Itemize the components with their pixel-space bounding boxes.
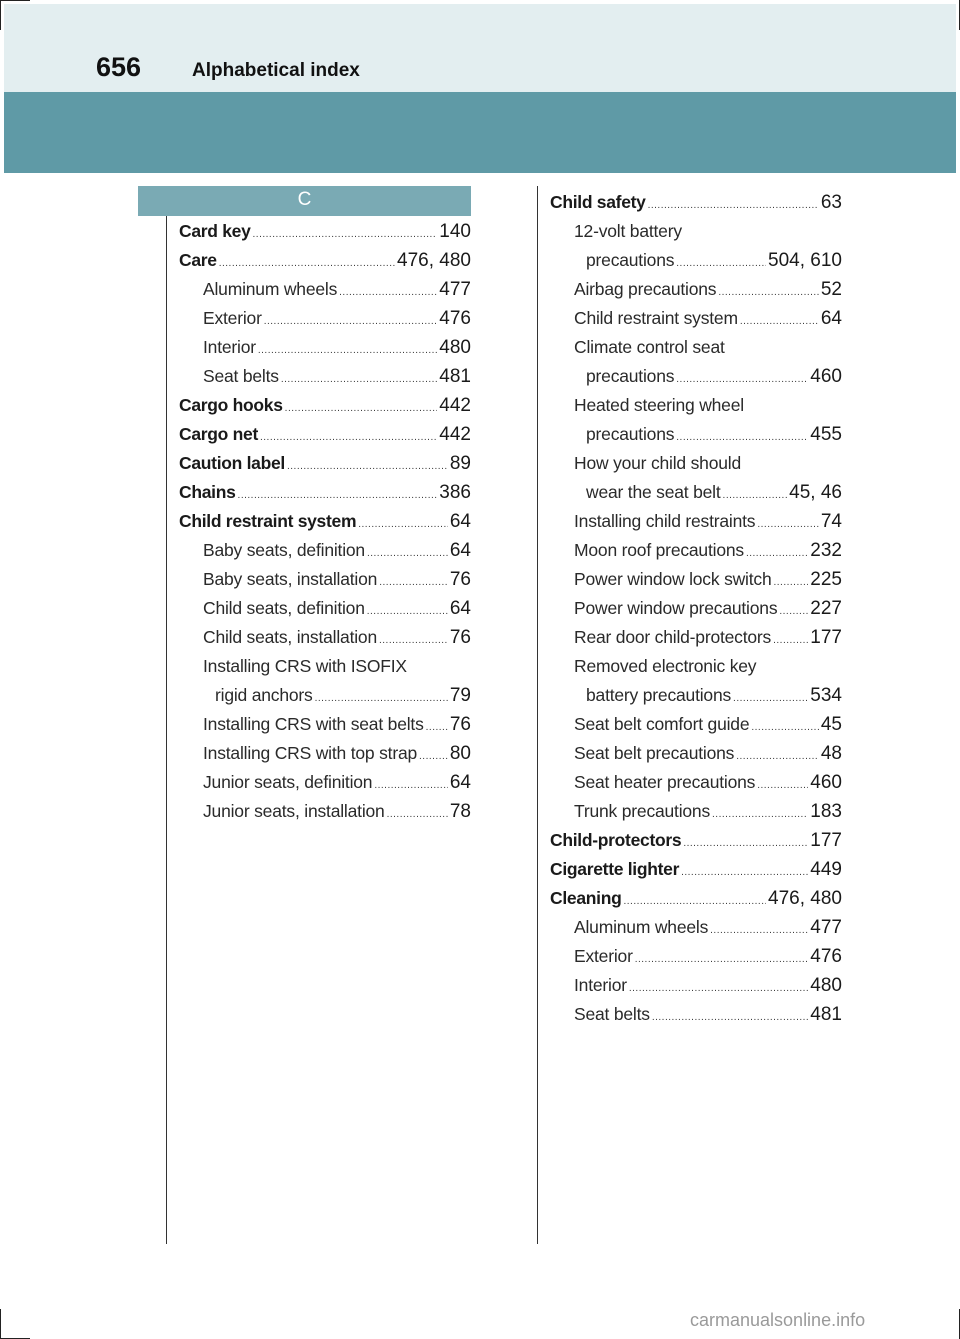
- entry-label: battery precautions: [586, 685, 732, 705]
- dot-leader: [774, 568, 809, 597]
- entry-label: Moon roof precautions: [574, 540, 744, 560]
- entry-page-number: 76: [449, 627, 471, 648]
- entry-page-number: 45: [820, 714, 842, 735]
- entry-label: Child seats, definition: [203, 598, 365, 618]
- index-column-left: [179, 217, 471, 826]
- entry-label: Installing CRS with seat belts: [203, 714, 424, 734]
- entry-label: Power window lock switch: [574, 569, 772, 589]
- crop-mark-bottom-left: [0, 1309, 1, 1339]
- index-subentry: [550, 449, 842, 478]
- index-entry: [179, 478, 471, 507]
- entry-page-number: 477: [810, 917, 842, 938]
- entry-page-number: 76: [449, 569, 471, 590]
- entry-label: Exterior: [203, 308, 262, 328]
- entry-page-number: 177: [810, 830, 842, 851]
- dot-leader: [740, 307, 819, 336]
- entry-page-number: 449: [810, 859, 842, 880]
- index-subentry: [550, 362, 842, 391]
- left-column-rule: [166, 216, 167, 1244]
- index-subentry: [550, 942, 842, 971]
- dot-leader: [757, 771, 808, 800]
- dot-leader: [710, 916, 808, 945]
- watermark: carmanualsonline.info: [690, 1310, 866, 1330]
- dot-leader: [757, 510, 819, 539]
- index-entry: [550, 855, 842, 884]
- index-subentry: [550, 333, 842, 362]
- entry-label: Card key: [179, 221, 251, 241]
- entry-page-number: 481: [439, 366, 471, 387]
- entry-label: Airbag precautions: [574, 279, 717, 299]
- dot-leader: [746, 539, 808, 568]
- dot-leader: [635, 945, 809, 974]
- entry-page-number: 534: [810, 685, 842, 706]
- entry-label: Baby seats, definition: [203, 540, 365, 560]
- entry-page-number: 64: [449, 772, 471, 793]
- index-subentry: [179, 652, 471, 681]
- entry-page-number: 386: [439, 482, 471, 503]
- section-letter-header: C: [138, 186, 471, 216]
- dot-leader: [253, 220, 438, 249]
- index-subentry: [550, 681, 842, 710]
- entry-page-number: 442: [439, 424, 471, 445]
- entry-label: precautions: [586, 424, 675, 444]
- index-subentry: [550, 652, 842, 681]
- index-subentry: [179, 275, 471, 304]
- entry-page-number: 64: [820, 308, 842, 329]
- entry-label: Installing CRS with ISOFIX: [203, 656, 407, 676]
- entry-page-number: 480: [810, 975, 842, 996]
- entry-page-number: 476: [810, 946, 842, 967]
- index-subentry: [550, 623, 842, 652]
- entry-page-number: 476, 480: [397, 250, 471, 271]
- right-column-rule: [537, 186, 538, 1244]
- dot-leader: [751, 713, 818, 742]
- index-subentry: [550, 971, 842, 1000]
- index-subentry: [550, 565, 842, 594]
- dot-leader: [718, 278, 819, 307]
- entry-page-number: 64: [449, 511, 471, 532]
- entry-label: Seat heater precautions: [574, 772, 756, 792]
- crop-mark-top-left-h: [0, 0, 30, 1]
- index-subentry: [179, 681, 471, 710]
- index-subentry: [550, 507, 842, 536]
- entry-label: Heated steering wheel: [574, 395, 744, 415]
- entry-label: Cigarette lighter: [550, 859, 680, 879]
- dot-leader: [358, 510, 448, 539]
- entry-label: Chains: [179, 482, 236, 502]
- dot-leader: [315, 684, 448, 713]
- entry-label: Interior: [574, 975, 627, 995]
- index-subentry: [179, 768, 471, 797]
- dot-leader: [676, 423, 808, 452]
- entry-label: Aluminum wheels: [203, 279, 338, 299]
- entry-page-number: 64: [449, 598, 471, 619]
- entry-label: Seat belt precautions: [574, 743, 735, 763]
- dot-leader: [676, 365, 808, 394]
- entry-page-number: 63: [820, 192, 842, 213]
- entry-label: Installing child restraints: [574, 511, 756, 531]
- entry-label: Child safety: [550, 192, 646, 212]
- index-subentry: [179, 565, 471, 594]
- index-subentry: [550, 391, 842, 420]
- index-subentry: [550, 913, 842, 942]
- dot-leader: [285, 394, 438, 423]
- entry-page-number: 48: [820, 743, 842, 764]
- entry-page-number: 177: [810, 627, 842, 648]
- dot-leader: [736, 742, 819, 771]
- index-subentry: [179, 623, 471, 652]
- entry-page-number: 476: [439, 308, 471, 329]
- entry-label: Seat belt comfort guide: [574, 714, 750, 734]
- entry-page-number: 455: [810, 424, 842, 445]
- dot-leader: [260, 423, 437, 452]
- index-subentry: [179, 739, 471, 768]
- index-entry: [179, 449, 471, 478]
- dot-leader: [264, 307, 438, 336]
- entry-label: wear the seat belt: [586, 482, 721, 502]
- entry-label: rigid anchors: [215, 685, 313, 705]
- entry-page-number: 232: [810, 540, 842, 561]
- entry-label: Interior: [203, 337, 256, 357]
- entry-label: Seat belts: [574, 1004, 650, 1024]
- index-entry: [550, 884, 842, 913]
- index-subentry: [550, 246, 842, 275]
- entry-page-number: 476, 480: [768, 888, 842, 909]
- index-subentry: [550, 217, 842, 246]
- index-subentry: [550, 304, 842, 333]
- dot-leader: [648, 191, 819, 220]
- index-subentry: [179, 797, 471, 826]
- dot-leader: [287, 452, 448, 481]
- index-subentry: [179, 362, 471, 391]
- index-entry: [179, 246, 471, 275]
- dot-leader: [683, 829, 808, 858]
- entry-page-number: 52: [820, 279, 842, 300]
- index-subentry: [179, 536, 471, 565]
- entry-page-number: 140: [439, 221, 471, 242]
- entry-page-number: 79: [449, 685, 471, 706]
- index-column-right: [550, 188, 842, 1029]
- index-subentry: [550, 797, 842, 826]
- entry-label: precautions: [586, 250, 675, 270]
- entry-label: Baby seats, installation: [203, 569, 378, 589]
- dot-leader: [258, 336, 437, 365]
- entry-label: Rear door child-protectors: [574, 627, 772, 647]
- index-subentry: [550, 739, 842, 768]
- page-title: Alphabetical index: [192, 60, 360, 81]
- page-number: 656: [96, 52, 142, 82]
- decorative-banner: [4, 92, 956, 173]
- entry-label: Installing CRS with top strap: [203, 743, 418, 763]
- dot-leader: [426, 713, 448, 742]
- entry-label: Junior seats, installation: [203, 801, 385, 821]
- index-subentry: [550, 710, 842, 739]
- dot-leader: [723, 481, 788, 510]
- dot-leader: [339, 278, 437, 307]
- entry-label: precautions: [586, 366, 675, 386]
- header-band: [4, 4, 956, 92]
- index-entry: [550, 188, 842, 217]
- dot-leader: [379, 626, 448, 655]
- entry-page-number: 442: [439, 395, 471, 416]
- entry-page-number: 225: [810, 569, 842, 590]
- entry-label: Exterior: [574, 946, 633, 966]
- entry-page-number: 460: [810, 366, 842, 387]
- entry-page-number: 183: [810, 801, 842, 822]
- index-subentry: [550, 275, 842, 304]
- index-entry: [179, 391, 471, 420]
- dot-leader: [733, 684, 808, 713]
- index-entry: [550, 826, 842, 855]
- entry-page-number: 74: [820, 511, 842, 532]
- entry-label: Cleaning: [550, 888, 622, 908]
- entry-label: Cargo net: [179, 424, 258, 444]
- entry-label: Climate control seat: [574, 337, 725, 357]
- index-subentry: [550, 768, 842, 797]
- entry-page-number: 477: [439, 279, 471, 300]
- entry-label: Child-protectors: [550, 830, 682, 850]
- dot-leader: [652, 1003, 808, 1032]
- entry-label: Power window precautions: [574, 598, 778, 618]
- index-subentry: [550, 536, 842, 565]
- dot-leader: [374, 771, 448, 800]
- entry-page-number: 460: [810, 772, 842, 793]
- entry-label: Junior seats, definition: [203, 772, 373, 792]
- dot-leader: [281, 365, 437, 394]
- entry-label: Aluminum wheels: [574, 917, 709, 937]
- entry-label: Child restraint system: [179, 511, 357, 531]
- entry-label: Care: [179, 250, 217, 270]
- dot-leader: [387, 800, 448, 829]
- index-subentry: [179, 594, 471, 623]
- index-entry: [179, 420, 471, 449]
- dot-leader: [779, 597, 808, 626]
- index-subentry: [550, 420, 842, 449]
- dot-leader: [379, 568, 448, 597]
- dot-leader: [773, 626, 808, 655]
- entry-label: Cargo hooks: [179, 395, 283, 415]
- dot-leader: [219, 249, 395, 278]
- entry-label: Removed electronic key: [574, 656, 757, 676]
- index-entry: [179, 217, 471, 246]
- entry-label: Caution label: [179, 453, 285, 473]
- dot-leader: [367, 539, 448, 568]
- entry-page-number: 45, 46: [789, 482, 842, 503]
- dot-leader: [419, 742, 448, 771]
- entry-label: 12-volt battery: [574, 221, 682, 241]
- index-subentry: [550, 478, 842, 507]
- crop-mark-top-left: [0, 0, 1, 30]
- index-subentry: [550, 594, 842, 623]
- entry-label: Seat belts: [203, 366, 279, 386]
- entry-page-number: 78: [449, 801, 471, 822]
- index-subentry: [179, 710, 471, 739]
- entry-page-number: 504, 610: [768, 250, 842, 271]
- entry-label: Child restraint system: [574, 308, 738, 328]
- entry-page-number: 89: [449, 453, 471, 474]
- entry-label: Child seats, installation: [203, 627, 377, 647]
- entry-page-number: 80: [449, 743, 471, 764]
- index-subentry: [550, 1000, 842, 1029]
- dot-leader: [681, 858, 808, 887]
- dot-leader: [367, 597, 448, 626]
- dot-leader: [238, 481, 438, 510]
- dot-leader: [629, 974, 808, 1003]
- entry-label: How your child should: [574, 453, 741, 473]
- entry-page-number: 227: [810, 598, 842, 619]
- entry-label: Trunk precautions: [574, 801, 711, 821]
- index-subentry: [179, 304, 471, 333]
- dot-leader: [676, 249, 766, 278]
- entry-page-number: 480: [439, 337, 471, 358]
- entry-page-number: 76: [449, 714, 471, 735]
- entry-page-number: 64: [449, 540, 471, 561]
- dot-leader: [712, 800, 808, 829]
- entry-page-number: 481: [810, 1004, 842, 1025]
- dot-leader: [624, 887, 767, 916]
- index-subentry: [179, 333, 471, 362]
- index-entry: [179, 507, 471, 536]
